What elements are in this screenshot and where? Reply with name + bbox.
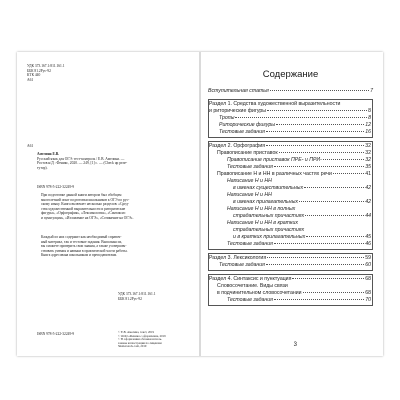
toc-entry-title: и в кратких прилагательных <box>233 234 306 240</box>
toc-entry[interactable] <box>209 178 371 185</box>
toc-section-box <box>208 99 373 138</box>
toc-entry-page: 35 <box>365 164 371 170</box>
toc-entry[interactable] <box>209 241 371 248</box>
toc-leader-dots <box>305 215 364 216</box>
ktk-line: КТК 440 <box>27 73 41 77</box>
toc-entry-title: Риторические фигуры <box>219 122 276 128</box>
toc-entry-page: 8 <box>368 108 371 114</box>
toc-entry[interactable] <box>209 234 371 241</box>
toc-entry-page: 59 <box>365 255 371 261</box>
toc-entry-title: Написание Н и НН в кратких <box>227 220 298 226</box>
toc-entry-page: 12 <box>365 122 371 128</box>
author-code-line: А61 <box>27 77 34 82</box>
toc-entry-page: 41 <box>365 171 371 177</box>
toc-entry-page: 70 <box>365 297 371 303</box>
toc-entry-title: Написание Н и НН <box>227 192 272 198</box>
toc-entry-title: Тестовые задания <box>227 297 273 303</box>
bbk-line: ББК 81.2Рус-92 <box>118 296 142 301</box>
bibliographic-record <box>37 152 187 170</box>
toc-entry-title: Написание Н и НН <box>227 178 272 184</box>
toc-entry-title: Тестовые задания <box>227 241 273 247</box>
copyright-block <box>118 331 190 349</box>
toc-section-box <box>208 141 373 250</box>
toc-entry-title: Вступительная статья <box>208 88 269 94</box>
toc-entry-title: Правописание приставок <box>217 150 278 156</box>
toc-entry[interactable] <box>209 150 371 157</box>
toc-entry[interactable] <box>209 157 371 164</box>
annotation-line: и пунктуация», «Изложение на ОГЭ», «Сочинение на ОГЭ». <box>41 215 134 220</box>
bib-line: тутор). <box>37 165 48 170</box>
toc-entry-title: в именах существительных <box>233 185 304 191</box>
toc-sections <box>208 99 373 306</box>
toc-entry-title: страдательных причастиях <box>233 227 305 233</box>
toc-entry[interactable] <box>209 213 371 220</box>
annotation-line: скому языку. Книга включает несколько разделов: «Сред- <box>41 202 129 206</box>
toc-entry[interactable] <box>209 206 371 213</box>
toc-entry-title: Тестовые задания <box>219 262 265 268</box>
toc-title: Содержание <box>262 69 319 80</box>
toc-leader-dots <box>266 145 364 146</box>
right-page <box>200 52 383 356</box>
toc-entry-title: и риторические фигуры <box>209 108 266 114</box>
annotation-line: ства художественной выразительности и риторические <box>41 206 126 211</box>
left-page <box>17 52 200 356</box>
toc-leader-dots <box>266 264 364 265</box>
toc-entry[interactable] <box>209 101 371 108</box>
annotation-line: Каждый из них содержит как необходимый справоч- <box>41 235 122 239</box>
toc-entry[interactable] <box>209 220 371 227</box>
isbn-bottom: ISBN 978-5-222-32249-9 <box>37 332 75 336</box>
copyright-line: © В оформлении обложки исполь- <box>118 337 163 342</box>
toc-entry-title: Правописание Н и НН в различных частях речи <box>217 171 332 177</box>
toc-leader-dots <box>274 243 364 244</box>
toc-leader-dots <box>323 159 364 160</box>
isbn: ISBN 978-5-222-32249-9 <box>37 185 75 189</box>
bib-code: А61 <box>27 144 34 148</box>
toc-entry-title: страдательных причастиях <box>233 213 305 219</box>
toc-entry[interactable] <box>209 115 371 122</box>
toc-leader-dots <box>270 90 369 91</box>
toc-entry-title: Тестовые задания <box>227 164 273 170</box>
annotation-paragraph-1 <box>31 193 183 220</box>
toc-entry-title: Словосочетание. Виды связи <box>217 283 288 289</box>
toc-entry-page: 16 <box>365 129 371 135</box>
toc-entry[interactable] <box>209 129 371 136</box>
toc-entry[interactable] <box>209 108 371 115</box>
toc-entry[interactable] <box>209 283 371 290</box>
toc-entry-page: 68 <box>365 290 371 296</box>
udc-block-top <box>27 64 192 82</box>
copyright-line: © ООО «Феникс»: оформление, 2019 <box>118 333 166 338</box>
bib-line: Русский язык для ОГЭ: тест-контроль / Е.В. Амелина. — <box>37 156 125 161</box>
annotation-paragraph-2 <box>31 235 183 258</box>
toc-entry-page: 32 <box>365 143 371 149</box>
bib-line: Ростов н/Д : Феникс, 2020. — 249, [1] с. — (Check up реле- <box>37 161 128 165</box>
toc-leader-dots <box>333 173 364 174</box>
toc-entry-page: 32 <box>365 150 371 156</box>
book-spread <box>17 52 383 356</box>
author-name: Амелина Е.В. <box>37 152 60 156</box>
copyright-line: зованы иллюстрации по лицензии <box>118 340 162 345</box>
toc-entry-title: Тропы <box>219 115 235 121</box>
toc-entry-page: 68 <box>365 276 371 282</box>
toc-leader-dots <box>292 278 364 279</box>
toc-entry[interactable] <box>209 297 371 304</box>
toc-entry-title: Написание Н и НН в полных <box>227 206 296 212</box>
toc-leader-dots <box>279 152 365 153</box>
toc-leader-dots <box>304 187 364 188</box>
copyright-line: Shutterstock.com, 2019 <box>118 344 147 349</box>
toc-leader-dots <box>274 166 364 167</box>
annotation-line: При подготовке данной книги автором был обобщен <box>41 193 122 197</box>
toc-entry-title: Тестовые задания <box>219 129 265 135</box>
toc-leader-dots <box>267 257 364 258</box>
copyright-line: © Е.В. Амелина, текст, 2019 <box>118 330 154 334</box>
toc-entry-title: Раздел 3. Лексикология <box>209 255 267 261</box>
toc-entry-page: 32 <box>365 157 371 163</box>
toc-entry-page: 45 <box>365 234 371 240</box>
toc-entry-title: Правописание приставок ПРЕ- и ПРИ- <box>227 157 322 163</box>
toc-entry-intro[interactable] <box>208 88 373 95</box>
page-number: 3 <box>293 342 297 348</box>
toc-entry-page: 8 <box>368 115 371 121</box>
toc-entry[interactable] <box>209 227 371 234</box>
toc-entry[interactable] <box>209 199 371 206</box>
toc-entry[interactable] <box>209 276 371 283</box>
toc-entry-page: 42 <box>365 185 371 191</box>
toc-entry-title: Раздел 1. Средства художественной выразительности <box>209 101 341 107</box>
toc-entry[interactable] <box>209 185 371 192</box>
toc-leader-dots <box>235 117 367 118</box>
annotation-line: многолетний опыт подготовки школьников к ОГЭ по рус- <box>41 197 130 202</box>
toc-entry[interactable] <box>209 290 371 297</box>
toc-entry[interactable] <box>209 171 371 178</box>
toc-section-box <box>208 274 373 306</box>
toc-entry[interactable] <box>209 255 371 262</box>
toc-entry-title: в подчинительном словосочетании <box>217 290 302 296</box>
udc-line: УДК 373.167.1:811.161.1 <box>27 64 65 68</box>
udc-line: УДК 373.167.1:811.161.1 <box>118 292 156 296</box>
bbk-line: ББК 81.2Рус-92 <box>27 68 51 73</box>
toc-entry-page: 44 <box>365 213 371 219</box>
toc-leader-dots <box>276 124 364 125</box>
toc-leader-dots <box>306 236 364 237</box>
toc-section-box <box>208 253 373 271</box>
table-of-contents <box>208 88 373 306</box>
toc-leader-dots <box>299 201 364 202</box>
annotation-line: ный материал, так и тестовые задания. Выполняя их, <box>41 239 123 244</box>
udc-block-bottom <box>118 292 156 301</box>
toc-entry[interactable] <box>209 122 371 129</box>
toc-leader-dots <box>267 110 367 111</box>
toc-entry-page: 60 <box>365 262 371 268</box>
toc-leader-dots <box>303 292 365 293</box>
toc-leader-dots <box>266 131 364 132</box>
toc-entry[interactable] <box>209 143 371 150</box>
toc-entry[interactable] <box>209 262 371 269</box>
toc-entry-title: в именах прилагательных <box>233 199 299 205</box>
toc-leader-dots <box>274 299 364 300</box>
toc-entry-page: 7 <box>370 88 373 94</box>
annotation-line: Книга адресована школьникам и преподавателям. <box>41 253 118 257</box>
toc-entry-title: Раздел 4. Синтаксис и пунктуация <box>209 276 292 282</box>
annotation-line: вы сможете проверить свои знания, а также усовершен- <box>41 244 127 248</box>
toc-entry-page: 42 <box>365 199 371 205</box>
toc-entry-title: Раздел 2. Орфография <box>209 143 266 149</box>
annotation-line: фигуры», «Орфография», «Лексикология», «Синтаксис <box>41 211 126 215</box>
toc-entry-page: 46 <box>365 241 371 247</box>
toc-entry[interactable] <box>209 164 371 171</box>
annotation-line: ствовать умения и навыки в практической части работы. <box>41 248 128 253</box>
toc-entry[interactable] <box>209 192 371 199</box>
